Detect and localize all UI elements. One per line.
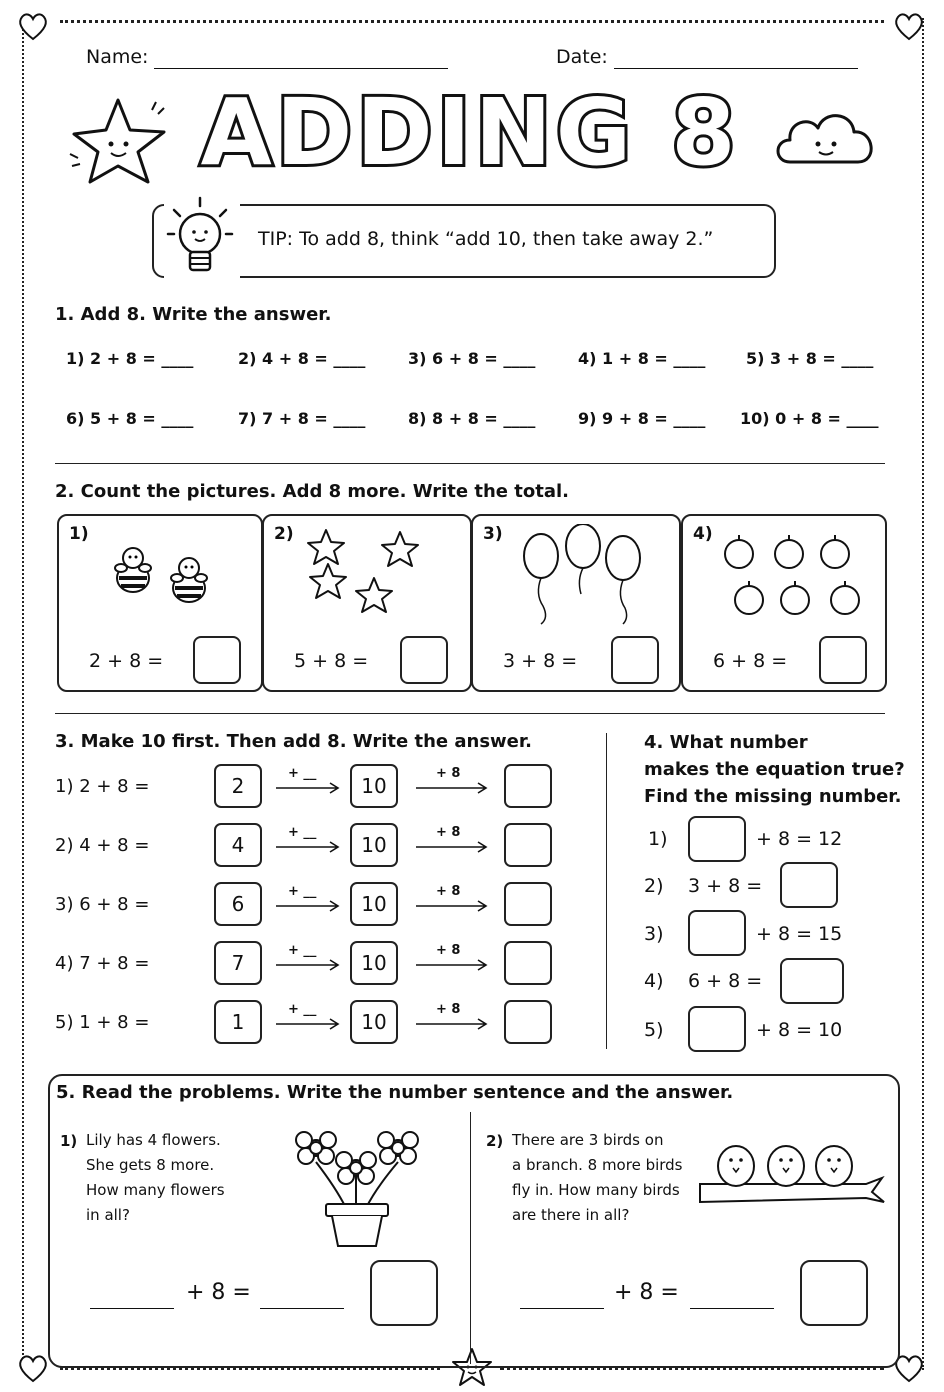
name-label: Name: — [86, 46, 149, 68]
heart-icon — [16, 10, 50, 42]
equation-text: 6 + 8 = — [688, 970, 763, 992]
problem-number: 2) — [644, 875, 664, 897]
make-ten-problem: 3) 6 + 8 = — [55, 894, 150, 915]
section4-title: makes the equation true? — [644, 759, 905, 780]
arrow-icon — [274, 957, 342, 973]
answer-box[interactable] — [504, 823, 552, 867]
date-label: Date: — [556, 46, 608, 68]
section4-title: 4. What number — [644, 732, 808, 753]
star-icon — [300, 528, 430, 620]
ten-box: 10 — [350, 941, 398, 985]
make-ten-problem: 1) 2 + 8 = — [55, 776, 150, 797]
number-sentence-blank[interactable] — [260, 1308, 344, 1309]
missing-number-box[interactable] — [688, 1006, 746, 1052]
ten-box: 10 — [350, 882, 398, 926]
card-equation: 3 + 8 = — [503, 650, 578, 672]
answer-box[interactable] — [504, 1000, 552, 1044]
picture-card — [681, 514, 887, 692]
page-title: ADDING 8 — [200, 79, 740, 186]
word-problem-line: in all? — [86, 1206, 130, 1224]
section-divider — [55, 463, 885, 464]
bee-icon — [105, 538, 225, 618]
tip-box — [152, 204, 776, 278]
plus-eight-text: + 8 = — [186, 1280, 251, 1305]
section1-problem[interactable]: 6) 5 + 8 = ____ — [66, 409, 194, 428]
answer-box[interactable] — [370, 1260, 438, 1326]
answer-box[interactable] — [800, 1260, 868, 1326]
problem-number: 1) — [60, 1132, 78, 1150]
arrow-icon — [274, 898, 342, 914]
section5-title: 5. Read the problems. Write the number sentence and the answer. — [56, 1082, 734, 1103]
section1-problem[interactable]: 10) 0 + 8 = ____ — [740, 409, 879, 428]
card-equation: 5 + 8 = — [294, 650, 369, 672]
picture-card — [262, 514, 472, 692]
answer-box[interactable] — [504, 764, 552, 808]
step-one-label: + __ — [288, 943, 317, 958]
picture-card — [471, 514, 681, 692]
cloud-icon — [770, 100, 882, 172]
arrow-icon — [414, 780, 490, 796]
step-two-label: + 8 — [436, 825, 461, 840]
number-sentence-blank[interactable] — [690, 1308, 774, 1309]
section2-title: 2. Count the pictures. Add 8 more. Write the total. — [55, 481, 570, 502]
arrow-icon — [414, 1016, 490, 1032]
top-dotted-border — [60, 20, 884, 23]
column-divider — [470, 1112, 471, 1364]
number-sentence-blank[interactable] — [520, 1308, 604, 1309]
make-ten-problem: 4) 7 + 8 = — [55, 953, 150, 974]
picture-card — [57, 514, 263, 692]
section1-problem[interactable]: 9) 9 + 8 = ____ — [578, 409, 706, 428]
card-equation: 6 + 8 = — [713, 650, 788, 672]
date-field[interactable] — [614, 68, 858, 69]
section1-problem[interactable]: 3) 6 + 8 = ____ — [408, 349, 536, 368]
start-number-box: 6 — [214, 882, 262, 926]
word-problem-line: are there in all? — [512, 1206, 630, 1224]
star-icon — [68, 94, 178, 186]
apple-icon — [721, 534, 871, 626]
heart-icon — [16, 1352, 50, 1384]
word-problem-line: How many flowers — [86, 1181, 225, 1199]
section1-problem[interactable]: 2) 4 + 8 = ____ — [238, 349, 366, 368]
answer-box[interactable] — [819, 636, 867, 684]
problem-number: 3) — [644, 923, 664, 945]
make-ten-problem: 2) 4 + 8 = — [55, 835, 150, 856]
step-two-label: + 8 — [436, 766, 461, 781]
balloon-icon — [519, 524, 649, 636]
section-divider — [55, 713, 885, 714]
problem-number: 1) — [648, 828, 668, 850]
step-one-label: + __ — [288, 884, 317, 899]
answer-box[interactable] — [504, 882, 552, 926]
column-divider — [606, 733, 607, 1049]
problem-number: 4) — [644, 970, 664, 992]
word-problem-line: Lily has 4 flowers. — [86, 1131, 221, 1149]
start-number-box: 4 — [214, 823, 262, 867]
word-problem-section — [48, 1074, 900, 1368]
heart-icon — [892, 10, 926, 42]
step-two-label: + 8 — [436, 943, 461, 958]
arrow-icon — [274, 1016, 342, 1032]
card-number: 4) — [693, 524, 713, 544]
card-number: 3) — [483, 524, 503, 544]
step-one-label: + __ — [288, 766, 317, 781]
step-two-label: + 8 — [436, 884, 461, 899]
ten-box: 10 — [350, 764, 398, 808]
name-field[interactable] — [154, 68, 448, 69]
arrow-icon — [414, 839, 490, 855]
problem-number: 5) — [644, 1019, 664, 1041]
lightbulb-icon — [160, 192, 240, 282]
tip-text: TIP: To add 8, think “add 10, then take away 2.” — [258, 228, 714, 250]
arrow-icon — [274, 839, 342, 855]
answer-box[interactable] — [504, 941, 552, 985]
arrow-icon — [274, 780, 342, 796]
step-one-label: + __ — [288, 825, 317, 840]
section1-problem[interactable]: 7) 7 + 8 = ____ — [238, 409, 366, 428]
answer-box[interactable] — [400, 636, 448, 684]
step-one-label: + __ — [288, 1002, 317, 1017]
section3-title: 3. Make 10 first. Then add 8. Write the answer. — [55, 731, 533, 752]
flower-pot-icon — [276, 1118, 436, 1248]
missing-number-box[interactable] — [780, 958, 844, 1004]
ten-box: 10 — [350, 1000, 398, 1044]
equation-text: + 8 = 12 — [756, 828, 843, 850]
missing-number-box[interactable] — [688, 816, 746, 862]
card-number: 1) — [69, 524, 89, 544]
answer-box[interactable] — [611, 636, 659, 684]
missing-number-box[interactable] — [688, 910, 746, 956]
number-sentence-blank[interactable] — [90, 1308, 174, 1309]
start-number-box: 7 — [214, 941, 262, 985]
equation-text: + 8 = 15 — [756, 923, 843, 945]
arrow-icon — [414, 898, 490, 914]
card-equation: 2 + 8 = — [89, 650, 164, 672]
card-number: 2) — [274, 524, 294, 544]
word-problem-line: There are 3 birds on — [512, 1131, 664, 1149]
word-problem-line: a branch. 8 more birds — [512, 1156, 683, 1174]
make-ten-problem: 5) 1 + 8 = — [55, 1012, 150, 1033]
problem-number: 2) — [486, 1132, 504, 1150]
birds-on-branch-icon — [696, 1132, 886, 1214]
word-problem-line: fly in. How many birds — [512, 1181, 680, 1199]
plus-eight-text: + 8 = — [614, 1280, 679, 1305]
section1-problem[interactable]: 4) 1 + 8 = ____ — [578, 349, 706, 368]
ten-box: 10 — [350, 823, 398, 867]
section4-title: Find the missing number. — [644, 786, 902, 807]
equation-text: + 8 = 10 — [756, 1019, 843, 1041]
start-number-box: 1 — [214, 1000, 262, 1044]
answer-box[interactable] — [193, 636, 241, 684]
word-problem-line: She gets 8 more. — [86, 1156, 215, 1174]
section1-title: 1. Add 8. Write the answer. — [55, 304, 332, 325]
start-number-box: 2 — [214, 764, 262, 808]
equation-text: 3 + 8 = — [688, 875, 763, 897]
step-two-label: + 8 — [436, 1002, 461, 1017]
section1-problem[interactable]: 5) 3 + 8 = ____ — [746, 349, 874, 368]
section1-problem[interactable]: 1) 2 + 8 = ____ — [66, 349, 194, 368]
missing-number-box[interactable] — [780, 862, 838, 908]
arrow-icon — [414, 957, 490, 973]
section1-problem[interactable]: 8) 8 + 8 = ____ — [408, 409, 536, 428]
